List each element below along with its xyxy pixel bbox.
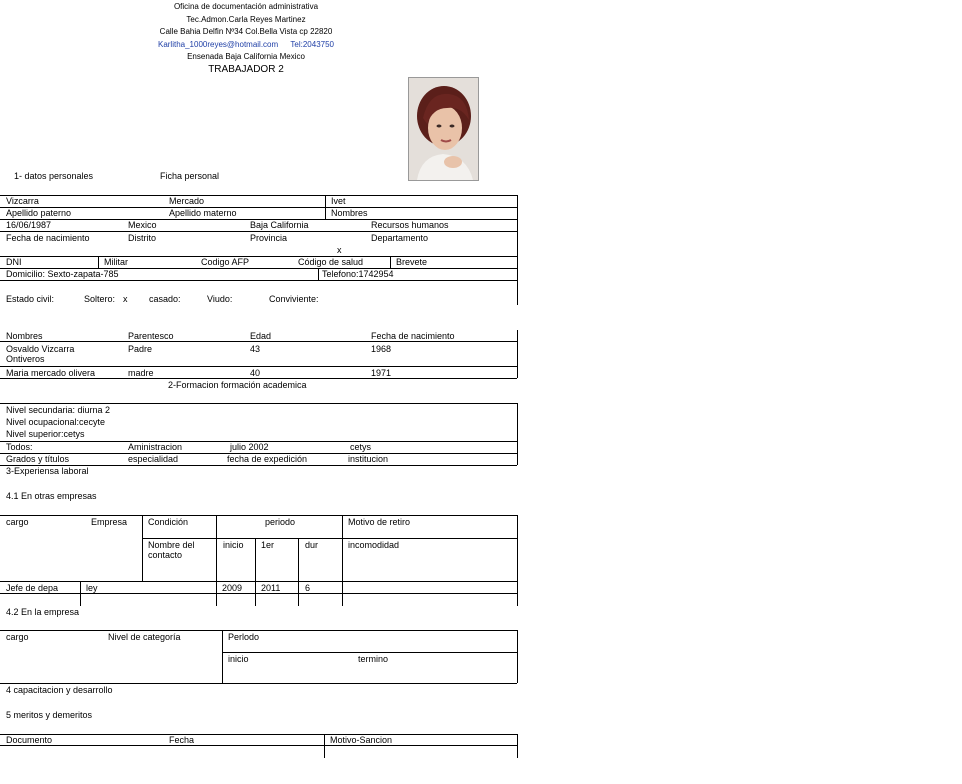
casado-label: casado: [149,294,181,304]
rule [0,734,517,735]
family-header-fecha: Fecha de nacimiento [371,331,455,341]
family-row-name-cont: Ontiveros [6,354,45,364]
rule [324,734,325,758]
apellido-materno-label: Apellido materno [169,208,237,218]
motivo-retiro-value: incomodidad [348,540,400,550]
primer-label: 1er [261,540,275,550]
inicio2-label: inicio [228,654,249,664]
section1-heading: 1- datos personales [14,171,94,181]
family-row-rel: madre [128,368,154,378]
worker-photo [408,77,479,181]
rule [0,256,517,257]
empresa-value: ley [86,583,98,593]
rule [222,652,517,653]
especialidad-label: especialidad [128,454,179,464]
provincia-value: Baja California [250,220,309,230]
address: Calle Bahia Delfin Nº34 Col.Bella Vista cp 22820 [159,27,333,36]
rule [0,745,517,746]
cargo-header: cargo [6,517,29,527]
grados-titulos-label: Grados y títulos [6,454,70,464]
soltero-label: Soltero: [84,294,116,304]
dur-value: 6 [305,583,311,593]
rule [142,515,143,581]
nivel-secundaria: Nivel secundaria: diurna 2 [6,405,111,415]
family-row-year: 1971 [371,368,392,378]
fecha-nacimiento-label: Fecha de nacimiento [6,233,90,243]
primer-value: 2011 [261,583,281,593]
rule [0,581,517,582]
family-header-parentesco: Parentesco [128,331,174,341]
nivel-categoria-header: Nivel de categoría [108,632,181,642]
distrito-value: Mexico [128,220,157,230]
dur-label: dur [305,540,319,550]
inicio-value: 2009 [222,583,243,593]
rule [517,330,518,378]
militar-label: Militar [104,257,128,267]
motivo-sancion-header: Motivo-Sancion [330,735,393,745]
rule [517,195,518,305]
rule [390,256,391,268]
departamento-label: Departamento [371,233,429,243]
estado-civil-label: Estado civil: [6,294,55,304]
fecha-header: Fecha [169,735,195,745]
nombres-label: Nombres [331,208,368,218]
dni-label: DNI [6,257,22,267]
rule [98,256,99,268]
family-row-age: 43 [250,344,261,354]
section3-heading: 3-Experiensa laboral [6,466,89,476]
office-name: Oficina de documentación administrativa [173,2,319,11]
rule [0,231,517,232]
periodo2-header: Perlodo [228,632,260,642]
city: Ensenada Baja California Mexico [187,52,305,61]
rule [0,195,517,196]
rule [222,630,223,683]
section5-heading: 5 meritos y demeritos [6,710,93,720]
empresa-header: Empresa [91,517,128,527]
rule [0,366,517,367]
rule [298,538,299,606]
rule [255,538,256,606]
cargo2-header: cargo [6,632,29,642]
codigo-salud-label: Código de salud [298,257,364,267]
family-row-year: 1968 [371,344,392,354]
rule [0,683,517,684]
condicion-header: Condición [148,517,189,527]
section4-heading: 4 capacitacion y desarrollo [6,685,113,695]
family-row-age: 40 [250,368,261,378]
domicilio: Domicilio: Sexto-zapata-785 [6,269,119,279]
rule [0,378,517,379]
nombre-contacto-label: Nombre del [148,540,195,550]
fecha-expedicion-label: fecha de expedición [227,454,308,464]
rule [318,268,319,280]
apellido-paterno-label: Apellido paterno [6,208,72,218]
family-row-name: Osvaldo Vizcarra [6,344,75,354]
inicio-label: inicio [223,540,244,550]
rule [517,515,518,606]
rule [0,280,517,281]
motivo-retiro-header: Motivo de retiro [348,517,411,527]
rule [142,538,517,539]
document-title: TRABAJADOR 2 [208,64,284,75]
apellido-materno-value: Mercado [169,196,205,206]
fecha-nacimiento-value: 16/06/1987 [6,220,52,230]
otras-empresas-heading: 4.1 En otras empresas [6,491,97,501]
departamento-value: Recursos humanos [371,220,449,230]
nombres-value: Ivet [331,196,346,206]
codigo-afp-label: Codigo AFP [201,257,250,267]
rule [517,734,518,758]
nivel-superior: Nivel superior:cetys [6,429,85,439]
x-mark: x [337,245,342,255]
family-header-edad: Edad [250,331,272,341]
rule [0,207,517,208]
telefono: Telefono:1742954 [322,269,394,279]
soltero-mark: x [123,294,128,304]
phone: Tel:2043750 [290,40,334,49]
brevete-label: Brevete [396,257,428,267]
rule [517,630,518,683]
apellido-paterno-value: Vizcarra [6,196,39,206]
termino-label: termino [358,654,389,664]
provincia-label: Provincia [250,233,288,243]
viudo-label: Viudo: [207,294,233,304]
todos-label: Todos: [6,442,33,452]
fecha-expedicion-value: julio 2002 [230,442,269,452]
email-link[interactable]: Karlitha_1000reyes@hotmail.com [157,40,279,49]
nivel-ocupacional: Nivel ocupacional:cecyte [6,417,106,427]
rule [0,515,517,516]
rule [0,630,517,631]
portrait-image [409,78,478,180]
periodo-header: periodo [265,517,296,527]
section1-subheading: Ficha personal [160,171,220,181]
rule [517,403,518,465]
institucion-value: cetys [350,442,372,452]
nombre-contacto-label-cont: contacto [148,550,183,560]
rule [0,341,517,342]
rule [0,593,517,594]
especialidad-value: Aministracion [128,442,183,452]
section2-heading: 2-Formacion formación academica [168,380,307,390]
rule [0,403,517,404]
conviviente-label: Conviviente: [269,294,319,304]
family-row-name: Maria mercado olivera [6,368,96,378]
cargo-value: Jefe de depa [6,583,59,593]
person-name: Tec.Admon.Carla Reyes Martinez [186,15,306,24]
documento-header: Documento [6,735,53,745]
family-header-nombres: Nombres [6,331,43,341]
en-la-empresa-heading: 4.2 En la empresa [6,607,80,617]
distrito-label: Distrito [128,233,157,243]
institucion-label: institucion [348,454,389,464]
family-row-rel: Padre [128,344,153,354]
